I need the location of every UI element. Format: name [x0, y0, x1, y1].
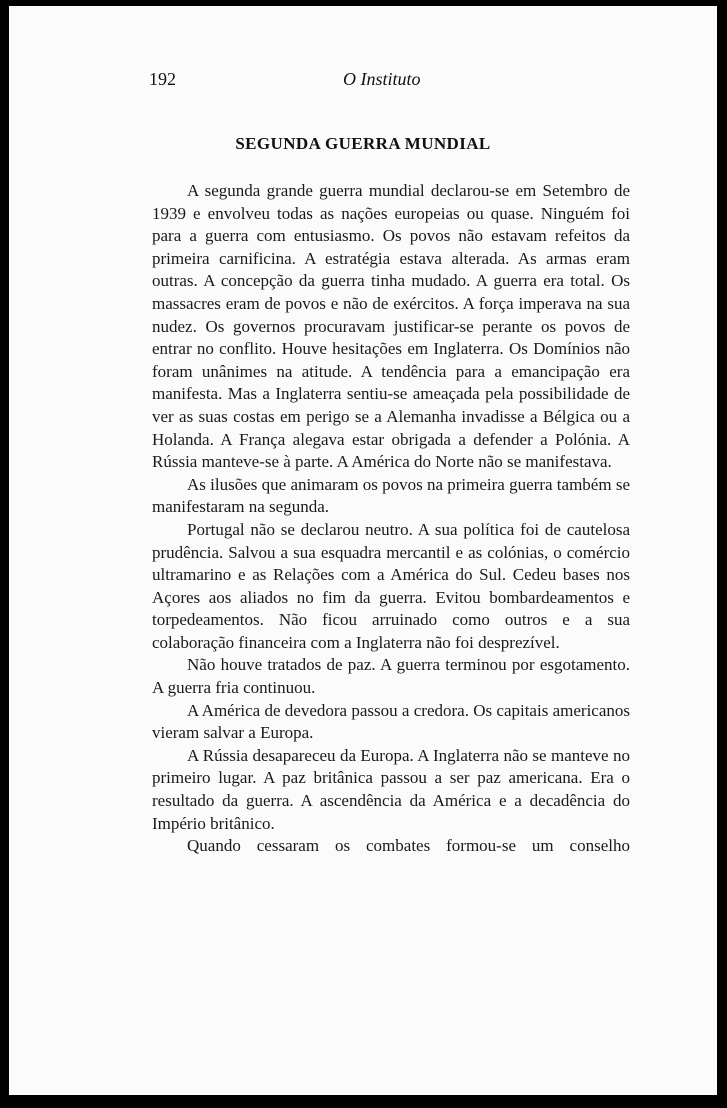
paragraph: Não houve tratados de paz. A guerra terminou por esgotamento. A guerra fria continuou. — [152, 655, 630, 698]
paragraph: Portugal não se declarou neutro. A sua política foi de cautelosa prudência. Salvou a sua esquadra mercantil e as colónias, o comércio ultramarino e as Relações com a América do Sul. Cedeu bases nos Açores aos aliados no fim da guerra. Evitou bombardeamentos e torpedeamentos. Não ficou arruinado como outros e a sua colaboração financeira com a Inglaterra não foi desprezível. — [152, 519, 630, 652]
body-text — [152, 180, 630, 858]
running-title: O Instituto — [343, 69, 421, 89]
paragraph: A América de devedora passou a credora. Os capitais americanos vieram salvar a Europa. — [152, 700, 630, 743]
paragraph-continued: Quando cessaram os combates formou-se um conselho — [187, 836, 630, 856]
section-heading: SEGUNDA GUERRA MUNDIAL — [235, 134, 491, 153]
paragraph: As ilusões que animaram os povos na primeira guerra também se manifestaram na segunda. — [152, 474, 630, 517]
paragraph: A segunda grande guerra mundial declarou-se em Setembro de 1939 e envolveu todas as nações europeias ou quase. Ninguém foi para a guerra com entusiasmo. Os povos não estavam refeitos da primeira carnificina. A estratégia estava alterada. As armas eram outras. A concepção da guerra tinha mudado. A guerra era total. Os massacres eram de povos e não de exércitos. A força imperava na sua nudez. Os governos procuravam justificar-se perante os povos de entrar no conflito. Houve hesitações em Inglaterra. Os Domínios não foram unânimes na atitude. A tendência para a emancipação era manifesta. Mas a Inglaterra sentiu-se ameaçada pela possibilidade de ver as suas costas em perigo se a Alemanha invadisse a Bélgica ou a Holanda. A França alegava estar obrigada a defender a Polónia. A Rússia manteve-se à parte. A América do Norte não se manifestava. — [152, 181, 630, 472]
book-page — [9, 6, 717, 1095]
page-number: 192 — [149, 69, 176, 89]
paragraph: A Rússia desapareceu da Europa. A Inglaterra não se manteve no primeiro lugar. A paz britânica passou a ser paz americana. Era o resultado da guerra. A ascendência da América e a decadência do Império britânico. — [152, 745, 630, 833]
